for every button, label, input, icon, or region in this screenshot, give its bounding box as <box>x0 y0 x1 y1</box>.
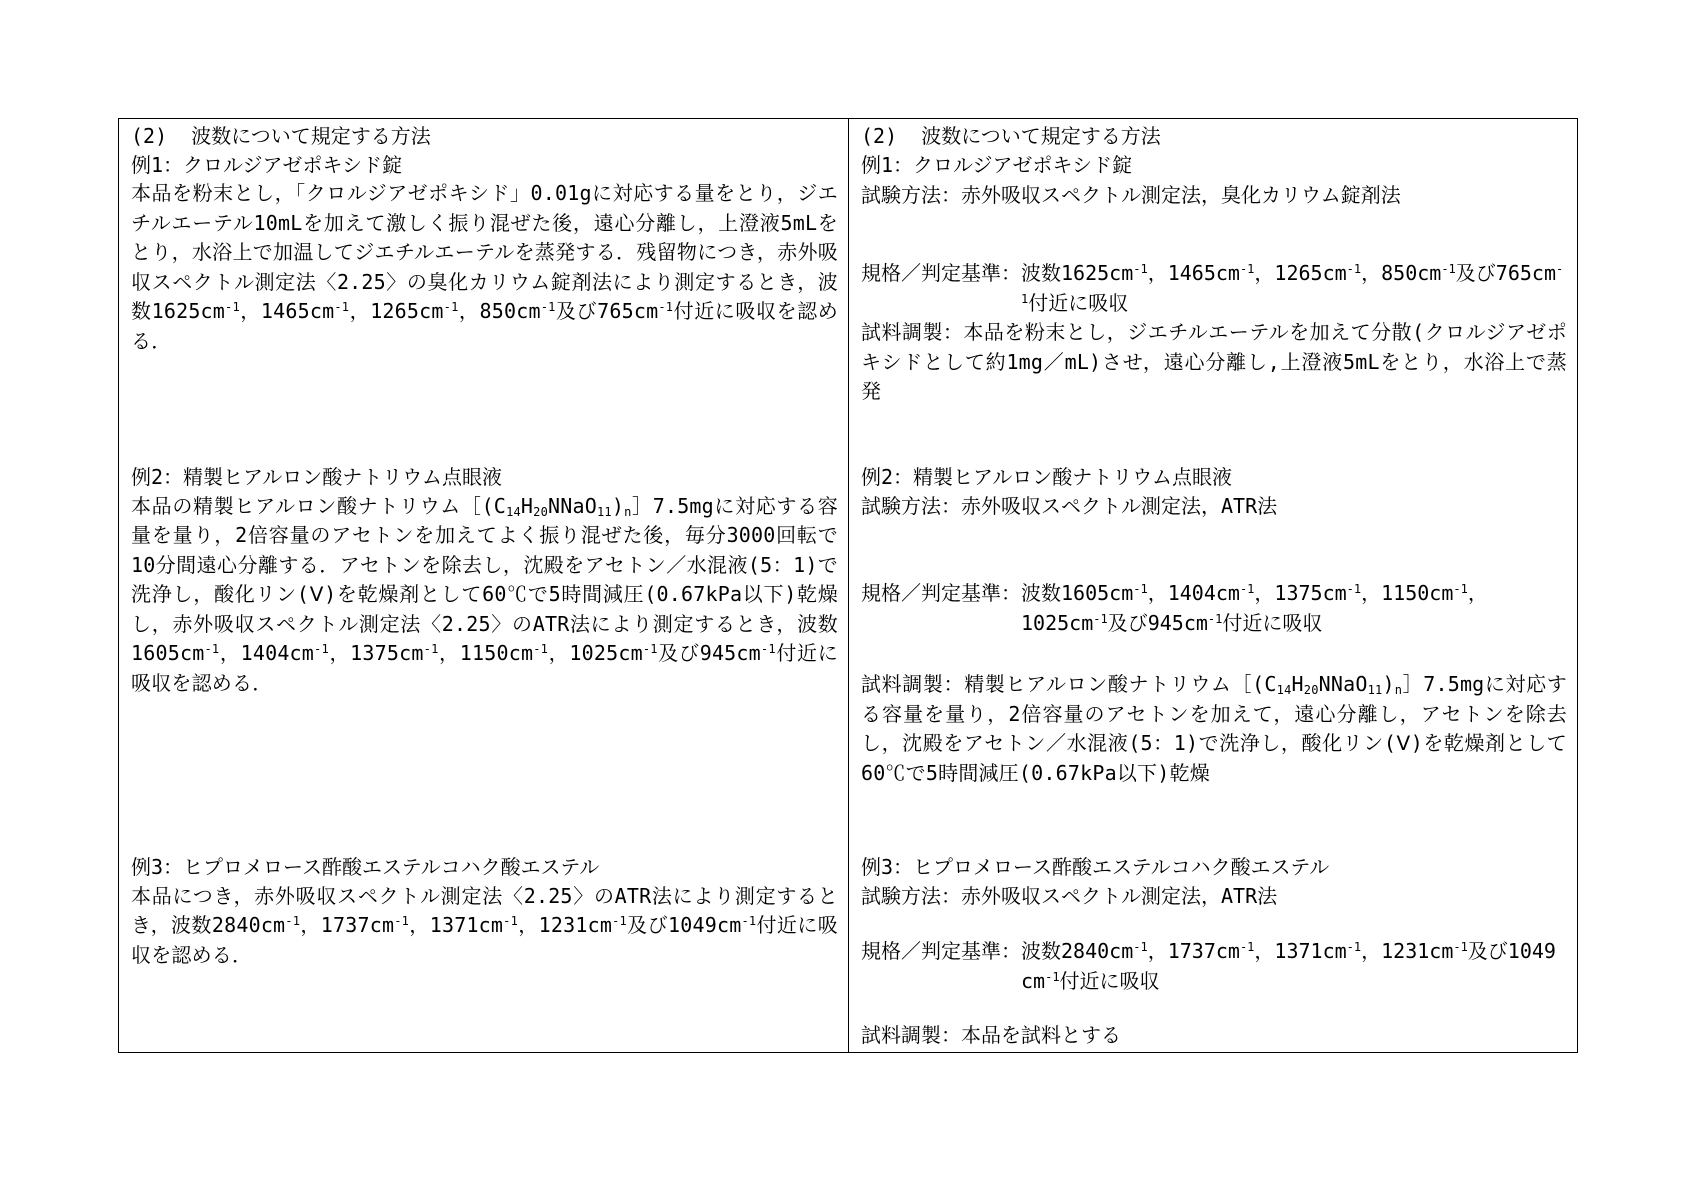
right-ex3-title: 例3：ヒプロメロース酢酸エステルコハク酸エステル <box>861 855 1330 879</box>
left-ex3-body: 本品につき，赤外吸収スペクトル測定法〈2.25〉のATR法により測定するとき，波数$2840cm^{-1}$，$1737cm^{-1}$，$1371cm^{-1}$，$1231cm^{-1}$及び$1049cm^{-1}$付近に吸収を認める． <box>131 883 838 967</box>
right-ex2-title: 例2：精製ヒアルロン酸ナトリウム点眼液 <box>861 465 1233 489</box>
right-ex2-spec-value: 波数$1605cm^{-1}$，$1404cm^{-1}$，$1375cm^{-1}$，$1150cm^{-1}$，$1025cm^{-1}$及び$945cm^{-1}$付近に吸収 <box>1021 581 1488 635</box>
right-heading: (2) 波数について規定する方法 <box>861 124 1161 148</box>
left-ex2-title: 例2：精製ヒアルロン酸ナトリウム点眼液 <box>131 465 503 489</box>
left-ex3-title: 例3：ヒプロメロース酢酸エステルコハク酸エステル <box>131 855 600 879</box>
right-column <box>849 119 1577 1052</box>
right-ex2-spec <box>861 579 1567 638</box>
right-example-3 <box>861 853 1567 910</box>
right-ex1-spec-label: 規格／判定基準： <box>861 261 1021 285</box>
left-example-3 <box>131 853 838 970</box>
right-ex1-spec <box>861 259 1567 407</box>
left-ex2-body: 本品の精製ヒアルロン酸ナトリウム$[(C_{14}H_{20}NNaO_{11})_n]7.5mg$に対応する容量を量り，2倍容量のアセトンを加えてよく振り混ぜた後，毎分3000回転で10分間遠心分離する．アセトンを除去し，沈殿をアセトン／水混液(5：1)で洗浄し，酸化リン(Ⅴ)を乾燥剤として60℃で5時間減圧(0.67kPa以下)乾燥し，赤外吸収スペクトル測定法〈2.25〉のATR法により測定するとき，波数$1605cm^{-1}$，$1404cm^{-1}$，$1375cm^{-1}$，$1150cm^{-1}$，$1025cm^{-1}$及び$945cm^{-1}$付近に吸収を認める． <box>131 493 838 695</box>
right-ex3-prep-block <box>861 1021 1567 1050</box>
right-ex1-title: 例1：クロルジアゼポキシド錠 <box>861 152 1133 177</box>
left-column <box>119 119 848 1052</box>
right-ex3-spec-value: 波数$2840cm^{-1}$，$1737cm^{-1}$，$1371cm^{-1}$，$1231cm^{-1}$及び1049 $cm^{-1}$付近に吸収 <box>1021 939 1556 993</box>
left-ex1-title: 例1：クロルジアゼポキシド錠 <box>131 152 403 177</box>
right-example-2 <box>861 463 1567 520</box>
right-example-1 <box>861 122 1567 210</box>
right-ex3-spec <box>861 937 1567 996</box>
right-ex2-prep: 試料調製：精製ヒアルロン酸ナトリウム$[(C_{14}H_{20}NNaO_{11})_n]7.5mg$に対応する容量を量り，2倍容量のアセトンを加えて，遠心分離し，アセトンを除去し，沈殿をアセトン／水混液(5：1)で洗浄し，酸化リン(Ⅴ)を乾燥剤として60℃で5時間減圧(0.67kPa以下)乾燥 <box>861 672 1567 785</box>
right-ex1-spec-value: 波数$1625cm^{-1}$，$1465cm^{-1}$，$1265cm^{-1}$，$850cm^{-1}$及び$765cm^{-1}$付近に吸収 <box>1021 261 1564 315</box>
right-ex1-method: 試験方法：赤外吸収スペクトル測定法，臭化カリウム錠剤法 <box>861 183 1401 207</box>
right-ex1-prep: 試料調製：本品を粉末とし，ジエチルエーテルを加えて分散(クロルジアゼポキシドとして約1mg／mL)させ，遠心分離し,上澄液5mLをとり，水浴上で蒸発 <box>861 320 1567 403</box>
right-ex2-spec-label: 規格／判定基準： <box>861 581 1021 605</box>
left-ex1-body: 本品を粉末とし，「クロルジアゼポキシド」0.01gに対応する量をとり，ジエチルエーテル10mLを加えて激しく振り混ぜた後，遠心分離し，上澄液5mLをとり，水浴上で加温してジエチルエーテルを蒸発する．残留物につき，赤外吸収スペクトル測定法〈2.25〉の臭化カリウム錠剤法により測定するとき，波数$1625cm^{-1}$，$1465cm^{-1}$，$1265cm^{-1}$，$850cm^{-1}$及び$765cm^{-1}$付近に吸収を認める． <box>131 181 838 353</box>
left-example-2 <box>131 463 838 698</box>
right-ex3-spec-label: 規格／判定基準： <box>861 939 1021 963</box>
right-ex3-prep: 試料調製：本品を試料とする <box>861 1023 1121 1047</box>
comparison-table <box>118 118 1578 1053</box>
left-heading: (2) 波数について規定する方法 <box>131 124 431 148</box>
right-ex2-method: 試験方法：赤外吸収スペクトル測定法，ATR法 <box>861 493 1278 518</box>
left-example-1 <box>131 122 838 356</box>
right-ex3-method: 試験方法：赤外吸収スペクトル測定法，ATR法 <box>861 883 1278 908</box>
right-ex2-prep-block <box>861 670 1567 788</box>
